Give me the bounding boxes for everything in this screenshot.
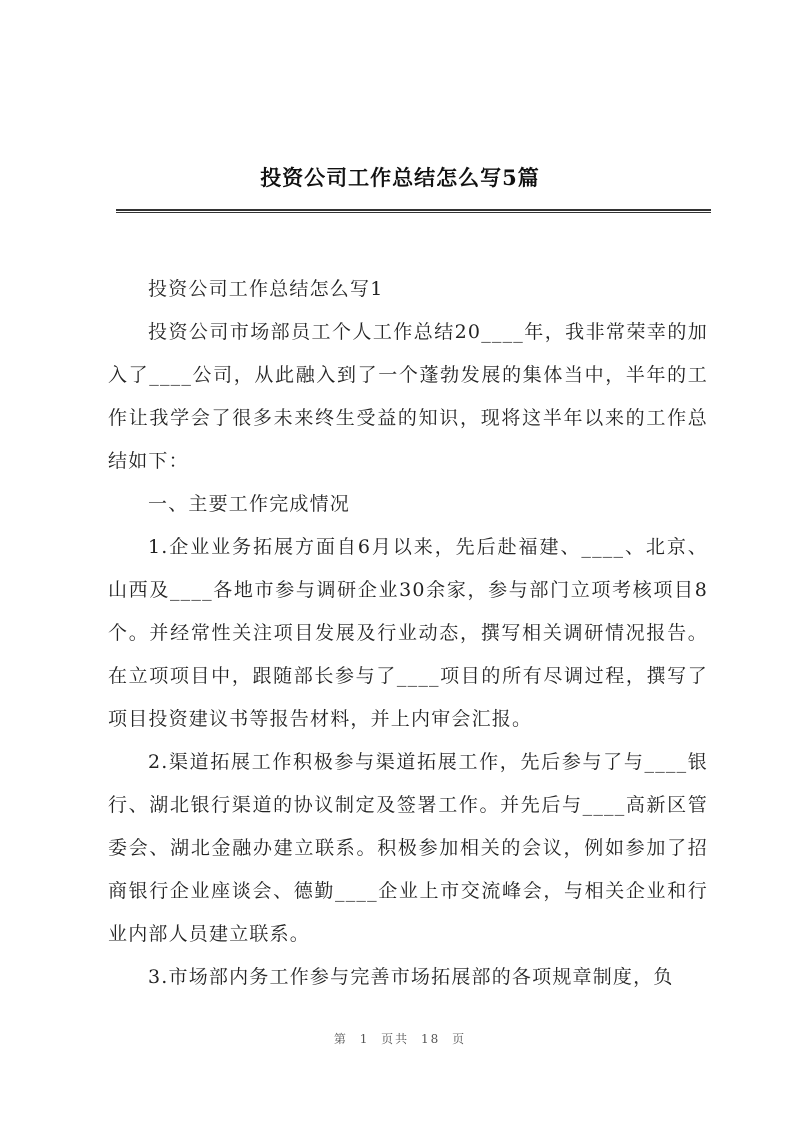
- section-heading: 一、主要工作完成情况: [148, 493, 351, 515]
- footer-middle: 页共: [381, 1032, 410, 1046]
- footer-prefix: 第: [333, 1032, 348, 1046]
- page-number: 1: [359, 1032, 370, 1046]
- page-footer: [0, 1030, 800, 1047]
- footer-suffix: 页: [452, 1032, 467, 1046]
- body-paragraph: 2.渠道拓展工作积极参与渠道拓展工作，先后参与了与____银行、湖北银行渠道的协议制定及签署工作。并先后与____高新区管委会、湖北金融办建立联系。积极参加相关的会议，例如参加了招商银行企业座谈会、德勤____企业上市交流峰会，与相关企业和行业内部人员建立联系。: [108, 751, 708, 945]
- body-paragraph: 3.市场部内务工作参与完善市场拓展部的各项规章制度，负: [148, 966, 674, 988]
- title-divider: [116, 209, 711, 213]
- document-body: [108, 268, 708, 999]
- total-pages: 18: [421, 1032, 441, 1046]
- body-paragraph: 1.企业业务拓展方面自6月以来，先后赴福建、____、北京、山西及____各地市参与调研企业30余家，参与部门立项考核项目8个。并经常性关注项目发展及行业动态，撰写相关调研情况报告。在立项项目中，跟随部长参与了____项目的所有尽调过程，撰写了项目投资建议书等报告材料，并上内审会汇报。: [108, 536, 708, 730]
- section-heading: 投资公司工作总结怎么写1: [148, 278, 384, 300]
- body-paragraph: 投资公司市场部员工个人工作总结20____年，我非常荣幸的加入了____公司，从此融入到了一个蓬勃发展的集体当中，半年的工作让我学会了很多未来终生受益的知识，现将这半年以来的工作总结如下：: [108, 321, 708, 472]
- document-title: 投资公司工作总结怎么写5篇: [260, 165, 540, 190]
